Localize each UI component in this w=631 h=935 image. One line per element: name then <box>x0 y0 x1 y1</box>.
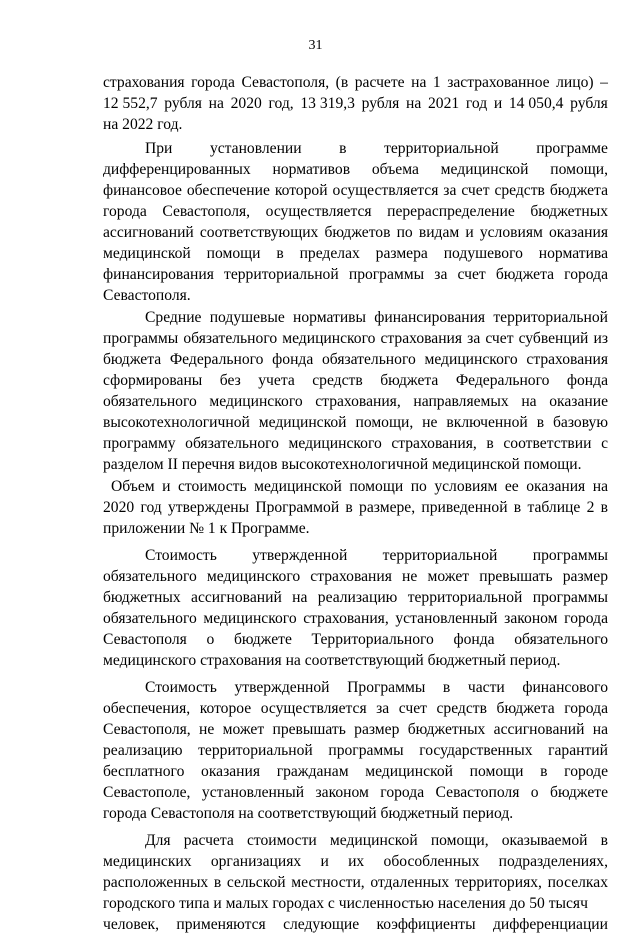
paragraph-1-line-2-word: 2020 <box>230 95 262 112</box>
paragraph-1-line-2-word: год, <box>268 95 294 112</box>
paragraph-1-line-3: на 2022 год. <box>103 116 183 133</box>
paragraph-3: Средние подушевые нормативы финансирования территориальной программы обязательного медицинского страхования за счет субвенций из бюджета Федерального фонда обязательного медицинского страхования сформированы без учета средств бюджета Федерального фонда обязательного медицинского страхования, направляемых на оказание высокотехнологичной медицинской помощи, не включенной в базовую программу обязательного медицинского страхования, в соответствии с разделом II перечня видов высокотехнологичной медицинской помощи. <box>103 309 608 473</box>
paragraph-1-line-2-word: на <box>208 95 224 112</box>
paragraph-1-line-1-word: расчете <box>354 74 405 91</box>
paragraph-7 <box>103 830 608 935</box>
paragraph-1-line-1-word: застрахованное <box>447 74 550 91</box>
paragraph-2-line-1-word: установлении <box>209 140 302 157</box>
paragraph-7-last-line-word: коэффициенты <box>376 916 476 933</box>
paragraph-1-line-1-word: – <box>600 74 608 91</box>
paragraph-1-line-1-word: (в <box>335 74 349 91</box>
paragraph-1-line-2-word: рубля <box>164 95 202 112</box>
paragraph-1-line-2-word: 12 552,7 <box>103 95 158 112</box>
paragraph-1-line-2-word: 14 050,4 <box>508 95 564 112</box>
paragraph-2-line-1 <box>103 138 608 159</box>
paragraph-2-line-1-word: программе <box>536 140 608 157</box>
paragraph-6: Стоимость утвержденной Программы в части финансового обеспечения, которое осуществляется за счет средств бюджета города Севастополя, не может превышать размер бюджетных ассигнований на реализацию территориальной программы государственных гарантий бесплатного оказания гражданам медицинской помощи в городе Севастополе, установленный законом города Севастополя о бюджете города Севастополя на соответствующий бюджетный период. <box>103 679 608 822</box>
paragraph-7-last-line-word: следующие <box>283 916 360 933</box>
paragraph-7-last-line-word: применяются <box>176 916 266 933</box>
paragraph-2-text: дифференцированных нормативов объема медицинской помощи, финансовое обеспечение которой осуществляется за счет средств бюджета города Севастополя, осуществляется перераспределение бюджетных ассигнований соответствующих бюджетов по видам и условиям оказания медицинской помощи в пределах размера подушевого норматива финансирования территориальной программы за счет бюджета города Севастополя. <box>103 161 608 304</box>
paragraph-1 <box>103 72 608 135</box>
document-body <box>103 72 608 935</box>
paragraph-1-line-2-word: и <box>493 95 503 112</box>
paragraph-1-line-1-word: Севастополя, <box>241 74 330 91</box>
paragraph-2-line-1-word: При <box>145 140 173 157</box>
paragraph-1-line-2-word: 2021 <box>427 95 460 112</box>
paragraph-1-line-2-word: на <box>406 95 422 112</box>
paragraph-1-line-2-word: год <box>465 95 488 112</box>
paragraph-7-last-line-word: дифференциации <box>492 916 608 933</box>
paragraph-7-last-line <box>103 914 608 935</box>
paragraph-5: Стоимость утвержденной территориальной программы обязательного медицинского страхования не может превышать размер бюджетных ассигнований на реализацию территориальной программы обязательного медицинского страхования, установленный законом города Севастополя о бюджете Территориального фонда обязательного медицинского страхования на соответствующий бюджетный период. <box>103 547 608 669</box>
paragraph-1-line-1-word: лицо) <box>556 74 594 91</box>
paragraph-1-line-1 <box>103 72 608 93</box>
paragraph-2-line-1-word: в <box>339 140 347 157</box>
paragraph-1-line-2-word: рубля <box>361 95 400 112</box>
paragraph-1-line-1-word: на <box>411 74 427 91</box>
paragraph-1-line-2-word: рубля <box>570 95 608 112</box>
paragraph-7-last-line-word: человек, <box>103 916 160 933</box>
paragraph-4: Объем и стоимость медицинской помощи по условиям ее оказания на 2020 год утверждены Программой в размере, приведенной в таблице 2 в приложении № 1 к Программе. <box>103 478 608 537</box>
paragraph-1-line-2 <box>103 93 608 114</box>
paragraph-7-text: Для расчета стоимости медицинской помощи, оказываемой в медицинских организациях и их обособленных подразделениях, расположенных в сельской местности, отдаленных территориях, поселках городского типа и малых городах с численностью населения до 50 тысяч <box>103 832 608 912</box>
paragraph-1-line-2-word: 13 319,3 <box>300 95 355 112</box>
paragraph-1-line-1-word: 1 <box>432 74 441 91</box>
paragraph-1-line-1-word: города <box>191 74 235 91</box>
paragraph-2 <box>103 138 608 306</box>
paragraph-2-line-1-word: территориальной <box>384 140 499 157</box>
paragraph-1-line-1-word: страхования <box>103 74 185 91</box>
page-number: 31 <box>308 38 323 53</box>
